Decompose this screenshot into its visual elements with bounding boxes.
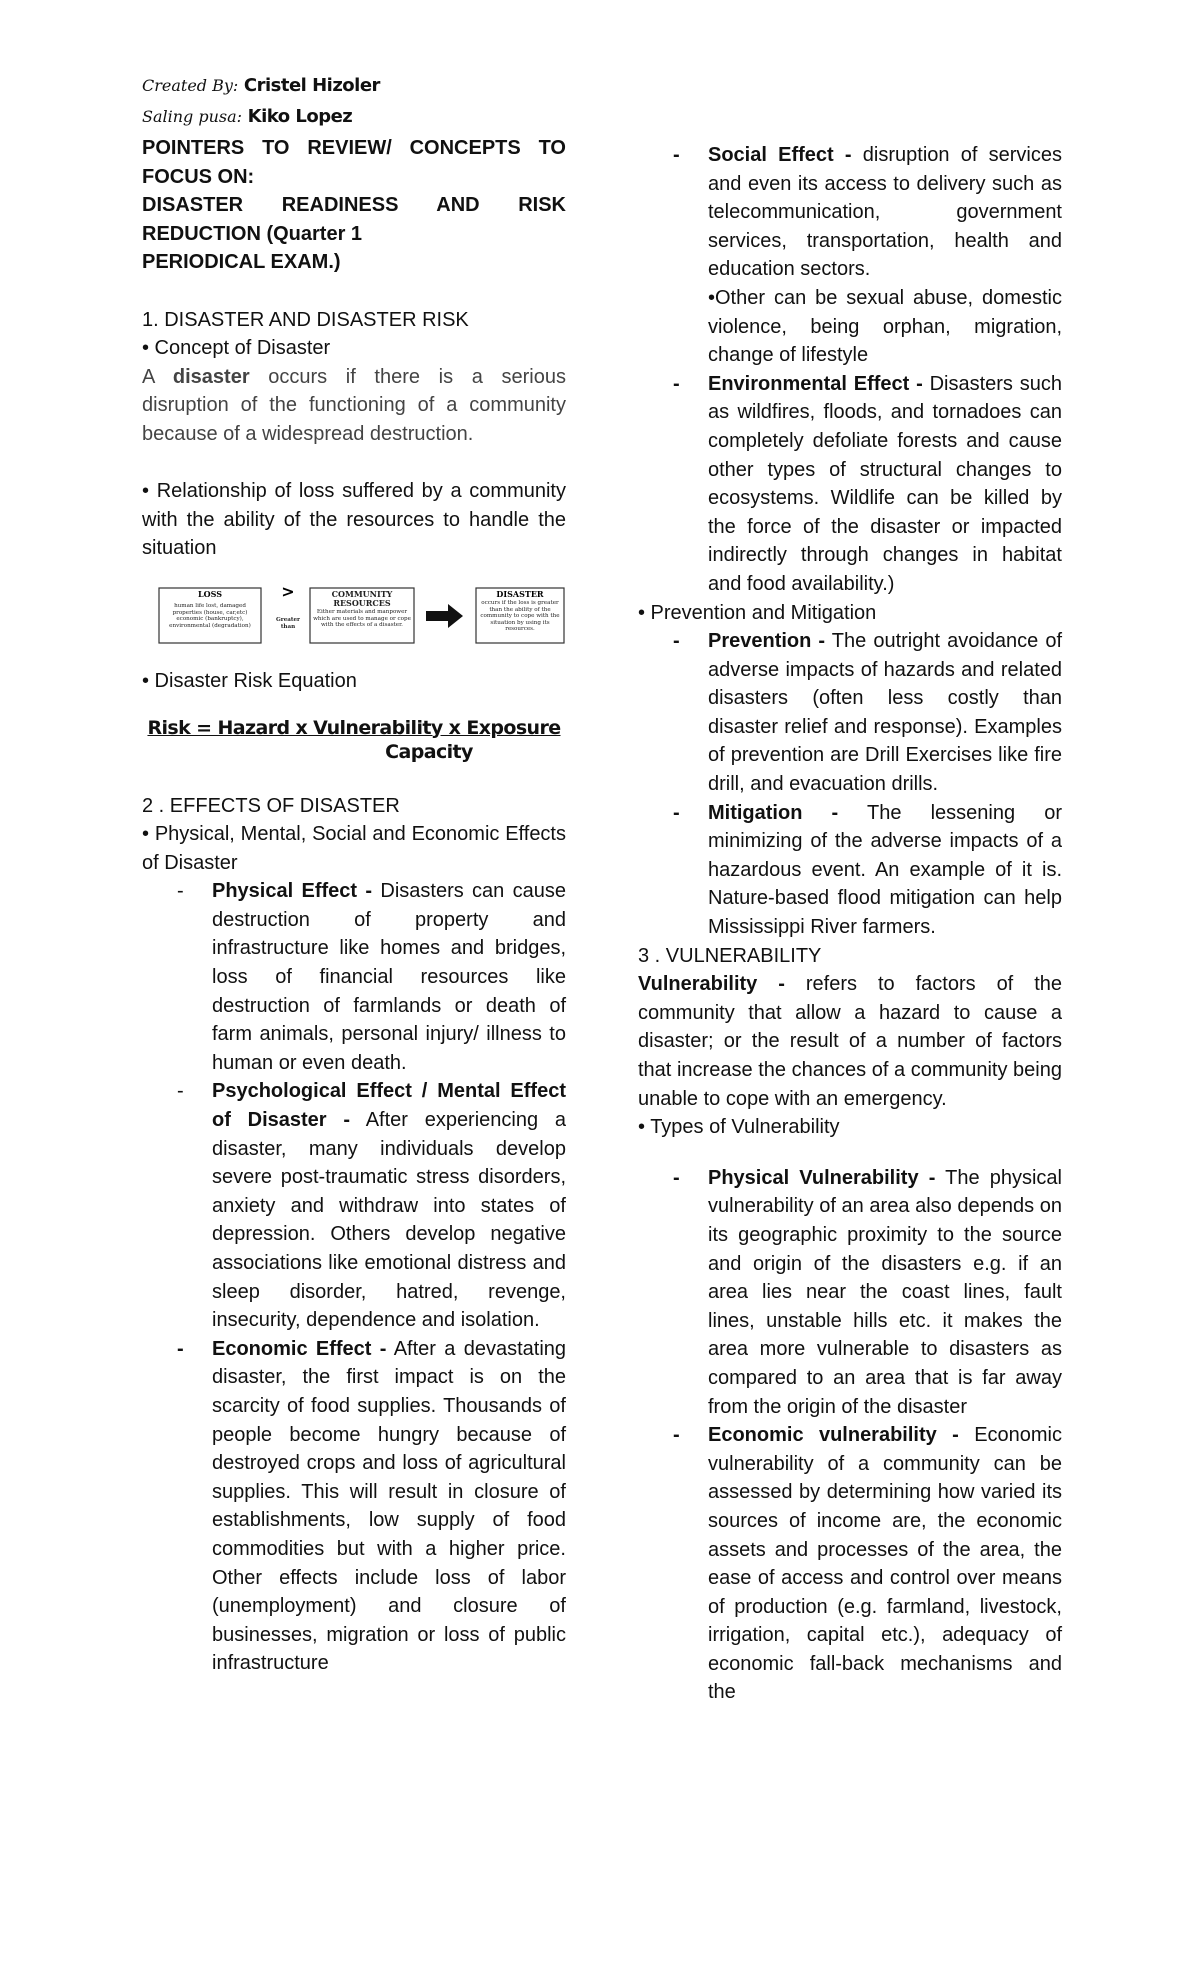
vulnerability-term: Vulnerability - [638,973,785,996]
environmental-effect-term: Environmental Effect - [708,372,923,395]
prevention-mitigation-bullet: • Prevention and Mitigation [638,601,877,624]
arrow-right-icon [426,604,463,628]
right-column [638,141,1062,1707]
economic-effect-term: Economic Effect - [212,1337,387,1360]
disaster-term: disaster [172,365,250,388]
risk-equation [142,716,566,764]
social-effect-term: Social Effect - [708,144,852,166]
left-column [142,70,566,1678]
list-item: - Economic vulnerability - Economic vulnerability of a community can be assessed by determining how varied its sources of income are, the economic assets and processes of the area, the ease of access and control over means of production (e.g. farmland, livestock, irrigation, capital etc.), adequacy of economic fall-back mechanisms and the [673,1424,1062,1704]
list-item: - Physical Vulnerability - The physical vulnerability of an area also depends on its geographic proximity to the source and origin of the disasters e.g. if an area lies near the coast lines, fault lines, unstable hills etc. it makes the area more vulnerable to disasters as compared to an area that is far away from the origin of the disaster [673,1166,1062,1418]
list-item: - Psychological Effect / Mental Effect of Disaster - After experiencing a disaster, many individuals develop severe post-traumatic stress disorders, anxiety and withdraw into states of depression. Others develop negative associations like emotional distress and sleep disorder, hatred, revenge, insecurity, dependence and isolation. [177,1080,566,1332]
credit-created [142,70,566,101]
physical-vulnerability-term: Physical Vulnerability - [708,1166,936,1189]
list-item: - Physical Effect - Disasters can cause destruction of property and infrastructure like homes and bridges, loss of financial resources like destruction of farmlands or death of farm animals, personal injury/ illness to human or even death. [177,880,566,1074]
physical-effect-term: Physical Effect - [212,880,373,903]
section1-heading: 1. DISASTER AND DISASTER RISK [142,308,469,331]
mitigation-term: Mitigation - [708,801,839,824]
risk-equation-numerator: Risk = Hazard x Vulnerability x Exposure [147,716,561,739]
list-item: - Prevention - The outright avoidance of adverse impacts of hazards and related disasters (often less costly than disaster relief and response). Examples of prevention are Drill Exercises like fire drill, and evacuation drills. [673,630,1063,796]
greater-than-text: Greater than [276,616,300,630]
document-title-line2: DISASTER READINESS AND RISK REDUCTION (Quarter 1 [142,194,566,245]
economic-vulnerability-term: Economic vulnerability - [708,1424,959,1447]
disaster-definition: A disaster occurs if there is a serious disruption of the functioning of a community because of a widespread destruction. [142,365,566,445]
list-item: - Mitigation - The lessening or minimizing of the adverse impacts of a hazardous event. An example of it is. Nature-based flood mitigation can help Mississippi River farmers. [673,801,1062,939]
saling-pusa-label: Saling pusa: [142,107,243,126]
credit-saling [142,101,566,132]
relationship-bullet: • Relationship of loss suffered by a community with the ability of the resources to handle the situation [142,480,566,560]
greater-than-symbol: > [281,584,295,601]
risk-equation-bullet: • Disaster Risk Equation [142,669,357,692]
section2-heading: 2 . EFFECTS OF DISASTER [142,794,400,817]
social-effect-extra: •Other can be sexual abuse, domestic violence, being orphan, migration, change of lifestyle [708,286,1062,367]
created-by-name: Cristel Hizoler [243,75,380,96]
created-by-label: Created By: [142,76,239,95]
disaster-box-title: DISASTER [496,588,544,599]
diagram-svg [158,585,566,647]
loss-text: human life lost, damaged properties (house, car,etc) economic (bankruptcy), environmental (degradation) [169,602,251,629]
vulnerability-definition: Vulnerability - refers to factors of the community that allow a hazard to cause a disaster; or the result of a number of factors that increase the chances of a community being unable to cope with an emergency. [638,973,1062,1110]
risk-equation-denominator: Capacity [385,740,473,763]
list-item: - Economic Effect - After a devastating disaster, the first impact is on the scarcity of food supplies. Thousands of people become hungry because of destroyed crops and loss of agricultural supplies. This will result in closure of establishments, low supply of food commodities but with a higher price. Other effects include loss of labor (unemployment) and closure of businesses, migration or loss of public infrastructure [177,1337,567,1675]
concept-of-disaster-bullet: • Concept of Disaster [142,337,331,360]
saling-pusa-name: Kiko Lopez [247,106,353,127]
psychological-effect-term: Psychological Effect / Mental Effect of Disaster - [212,1080,566,1132]
loss-title: LOSS [198,588,222,599]
section3-heading: 3 . VULNERABILITY [638,944,822,967]
community-resources-text: Either materials and manpower which are used to manage or cope with the effects of a disaster. [313,608,411,629]
list-item: - Social Effect - disruption of services and even its access to delivery such as telecommunication, government services, transportation, health and education sectors. •Other can be sexual abuse, domestic violence, being orphan, migration, change of lifestyle [638,141,1062,370]
effects-bullet: • Physical, Mental, Social and Economic Effects of Disaster [142,823,566,874]
disaster-box-text: occurs if the loss is greater than the ability of the community to cope with the situation by using its resources. [480,599,560,633]
types-of-vulnerability-bullet: • Types of Vulnerability [638,1116,840,1139]
prevention-term: Prevention - [708,630,826,653]
document-title-line1: POINTERS TO REVIEW/ CONCEPTS TO FOCUS ON: [142,137,566,188]
loss-resources-diagram [158,585,566,647]
list-item: - Environmental Effect - Disasters such as wildfires, floods, and tornadoes can completely defoliate forests and cause other types of structural changes to ecosystems. Wildlife can be killed by the force of the disaster or impacted indirectly through changes in habitat and food availability.) [673,372,1062,595]
document-title-line3: PERIODICAL EXAM.) [142,251,341,274]
community-resources-title: COMMUNITY RESOURCES [331,589,393,608]
